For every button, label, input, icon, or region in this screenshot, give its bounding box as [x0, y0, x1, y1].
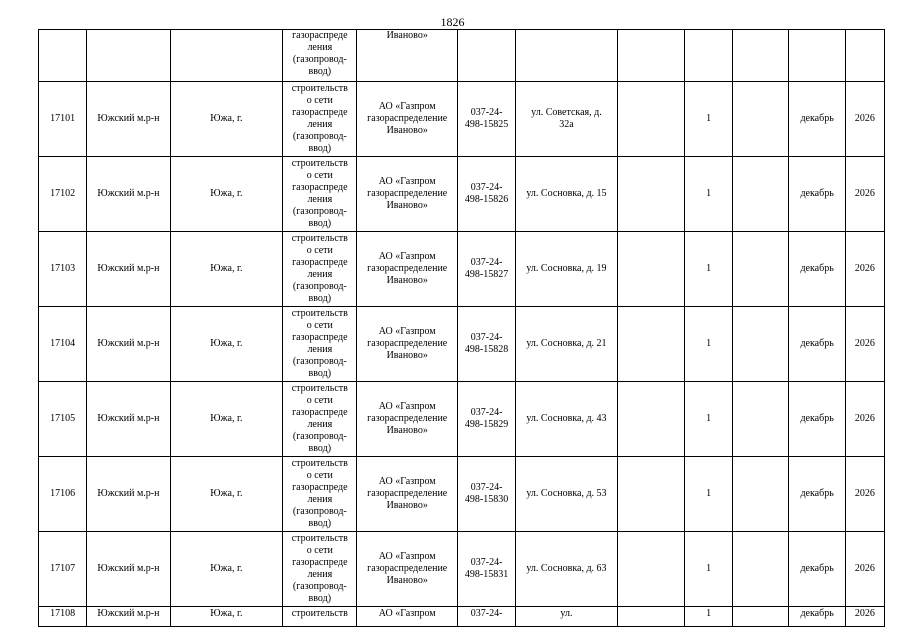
cell-count [685, 30, 733, 82]
cell-year: 2026 [845, 232, 884, 307]
cell-district: Южский м.р-н [87, 82, 170, 157]
cell-settlement: Южа, г. [170, 157, 283, 232]
cell-work-type: строительств о сети газораспреде ления (газопровод- ввод) [283, 307, 357, 382]
cell-num: 17103 [39, 232, 87, 307]
table-row [39, 307, 885, 382]
cell-month: декабрь [789, 382, 845, 457]
cell-month: декабрь [789, 82, 845, 157]
cell-month: декабрь [789, 457, 845, 532]
cell-district: Южский м.р-н [87, 307, 170, 382]
cell-code: 037-24- 498-15825 [457, 82, 515, 157]
table-body [39, 30, 885, 627]
cell-count: 1 [685, 607, 733, 627]
cell-code: 037-24- [457, 607, 515, 627]
cell-empty [733, 532, 789, 607]
cell-settlement: Южа, г. [170, 532, 283, 607]
cell-year: 2026 [845, 82, 884, 157]
cell-empty [617, 82, 684, 157]
cell-empty [733, 307, 789, 382]
cell-address: ул. Сосновка, д. 19 [516, 232, 617, 307]
cell-work-type: строительств о сети газораспреде ления (газопровод- ввод) [283, 457, 357, 532]
cell-month: декабрь [789, 232, 845, 307]
cell-organization: АО «Газпром газораспределение Иваново» [357, 457, 457, 532]
cell-count: 1 [685, 532, 733, 607]
cell-work-type: строительств о сети газораспреде ления (газопровод- ввод) [283, 82, 357, 157]
cell-count: 1 [685, 307, 733, 382]
cell-code [457, 30, 515, 82]
cell-year: 2026 [845, 307, 884, 382]
cell-organization: АО «Газпром газораспределение Иваново» [357, 382, 457, 457]
cell-count: 1 [685, 82, 733, 157]
cell-month: декабрь [789, 307, 845, 382]
cell-empty [617, 157, 684, 232]
cell-empty [733, 607, 789, 627]
cell-address: ул. Сосновка, д. 53 [516, 457, 617, 532]
cell-count: 1 [685, 232, 733, 307]
cell-empty [617, 307, 684, 382]
cell-settlement: Южа, г. [170, 382, 283, 457]
cell-year: 2026 [845, 532, 884, 607]
cell-month: декабрь [789, 157, 845, 232]
cell-organization: АО «Газпром [357, 607, 457, 627]
cell-work-type: строительств о сети газораспреде ления (газопровод- ввод) [283, 232, 357, 307]
cell-num: 17105 [39, 382, 87, 457]
cell-work-type: строительств о сети газораспреде ления (газопровод- ввод) [283, 157, 357, 232]
cell-address: ул. [516, 607, 617, 627]
cell-empty [617, 30, 684, 82]
cell-settlement [170, 30, 283, 82]
table-row [39, 457, 885, 532]
cell-year: 2026 [845, 457, 884, 532]
cell-num: 17106 [39, 457, 87, 532]
cell-settlement: Южа, г. [170, 232, 283, 307]
cell-num: 17104 [39, 307, 87, 382]
cell-num: 17107 [39, 532, 87, 607]
cell-year: 2026 [845, 607, 884, 627]
table-row [39, 232, 885, 307]
register-table [38, 29, 885, 627]
cell-empty [733, 382, 789, 457]
cell-address [516, 30, 617, 82]
cell-empty [617, 532, 684, 607]
cell-address: ул. Сосновка, д. 63 [516, 532, 617, 607]
cell-code: 037-24- 498-15827 [457, 232, 515, 307]
cell-address: ул. Советская, д. 32а [516, 82, 617, 157]
cell-month: декабрь [789, 532, 845, 607]
cell-num: 17108 [39, 607, 87, 627]
table-row [39, 532, 885, 607]
cell-organization: АО «Газпром газораспределение Иваново» [357, 232, 457, 307]
cell-empty [733, 457, 789, 532]
cell-work-type: строительств о сети газораспреде ления (газопровод- ввод) [283, 382, 357, 457]
cell-year [845, 30, 884, 82]
cell-settlement: Южа, г. [170, 307, 283, 382]
cell-organization: АО «Газпром газораспределение Иваново» [357, 532, 457, 607]
cell-settlement: Южа, г. [170, 607, 283, 627]
table-row [39, 157, 885, 232]
cell-organization: АО «Газпром газораспределение Иваново» [357, 82, 457, 157]
cell-month [789, 30, 845, 82]
cell-empty [617, 382, 684, 457]
table-row [39, 607, 885, 627]
cell-year: 2026 [845, 382, 884, 457]
cell-address: ул. Сосновка, д. 43 [516, 382, 617, 457]
table-row [39, 382, 885, 457]
page-number: 1826 [440, 15, 465, 29]
cell-district: Южский м.р-н [87, 382, 170, 457]
cell-count: 1 [685, 157, 733, 232]
cell-work-type: строительств о сети газораспреде ления (газопровод- ввод) [283, 532, 357, 607]
table-row-continued [39, 30, 885, 82]
cell-num: 17102 [39, 157, 87, 232]
cell-count: 1 [685, 382, 733, 457]
cell-address: ул. Сосновка, д. 21 [516, 307, 617, 382]
cell-empty [733, 30, 789, 82]
cell-district: Южский м.р-н [87, 607, 170, 627]
cell-empty [733, 82, 789, 157]
cell-empty [733, 232, 789, 307]
cell-work-type: газораспреде ления (газопровод- ввод) [283, 30, 357, 82]
cell-organization: АО «Газпром газораспределение Иваново» [357, 157, 457, 232]
cell-month: декабрь [789, 607, 845, 627]
cell-district [87, 30, 170, 82]
cell-empty [617, 232, 684, 307]
cell-work-type: строительств [283, 607, 357, 627]
cell-address: ул. Сосновка, д. 15 [516, 157, 617, 232]
cell-year: 2026 [845, 157, 884, 232]
cell-code: 037-24- 498-15826 [457, 157, 515, 232]
cell-code: 037-24- 498-15831 [457, 532, 515, 607]
cell-code: 037-24- 498-15829 [457, 382, 515, 457]
cell-empty [617, 607, 684, 627]
cell-code: 037-24- 498-15830 [457, 457, 515, 532]
cell-num: 17101 [39, 82, 87, 157]
cell-district: Южский м.р-н [87, 457, 170, 532]
cell-count: 1 [685, 457, 733, 532]
cell-empty [733, 157, 789, 232]
cell-district: Южский м.р-н [87, 532, 170, 607]
cell-code: 037-24- 498-15828 [457, 307, 515, 382]
cell-district: Южский м.р-н [87, 157, 170, 232]
cell-empty [617, 457, 684, 532]
cell-settlement: Южа, г. [170, 82, 283, 157]
cell-num [39, 30, 87, 82]
cell-settlement: Южа, г. [170, 457, 283, 532]
cell-organization: Иваново» [357, 30, 457, 82]
table-row [39, 82, 885, 157]
cell-organization: АО «Газпром газораспределение Иваново» [357, 307, 457, 382]
cell-district: Южский м.р-н [87, 232, 170, 307]
